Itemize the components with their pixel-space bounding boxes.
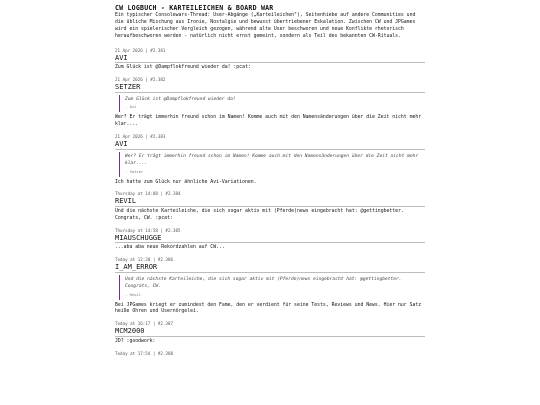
post-quote <box>119 152 425 177</box>
post-meta[interactable]: Today at 12:20 | #2.386 <box>115 257 173 263</box>
post-author[interactable]: I_AM_ERROR <box>115 263 425 273</box>
post-meta[interactable]: 21 Apr 2026 | #2.382 <box>115 77 166 83</box>
post-meta[interactable]: Today at 16:17 | #2.387 <box>115 321 173 327</box>
post-body: Wer? Er trägt immerhin freund schon im Namen! Komme auch mit den Namensänderungen über die Zeit nicht mehr klar.... <box>115 115 422 128</box>
post-author[interactable]: AVI <box>115 54 425 64</box>
post-body: ...aba aba neue Rekordzahlen auf CW... <box>115 245 225 251</box>
thread-title: CW LOGBUCH - KARTEILEICHEN & BOARD WAR <box>115 4 274 12</box>
post <box>115 351 425 357</box>
post-body: Zum Glück ist @Dampflokfreund wieder da! :pcat: <box>115 65 251 71</box>
quote-text: Und die nächste Karteileiche, die sich sogar aktiv mit (Pferde)news eingebracht hat: @gettingbetter. Congrats, CW. <box>125 276 402 289</box>
post-meta[interactable]: 21 Apr 2026 | #2.381 <box>115 47 166 53</box>
thread-container <box>115 4 425 357</box>
post-author[interactable]: MCM2000 <box>115 327 425 337</box>
post <box>115 321 425 345</box>
post-body: Ich hatte zum Glück nur ähnliche Avi-Variationen. <box>115 179 257 185</box>
post-quote <box>119 95 425 113</box>
post <box>115 77 425 129</box>
post-meta[interactable]: Today at 17:54 | #2.388 <box>115 350 173 356</box>
post-author[interactable]: MIAUSCHUGGE <box>115 234 425 244</box>
post-quote <box>119 275 425 300</box>
quote-attribution[interactable]: - Avi <box>125 104 137 110</box>
thread-intro: Ein typischer Consolewars-Thread: User-Abgänge („Karteileichen"), Seitenhiebe auf andere Communities und die übliche Mischung aus Ironie, Nostalgie und bewusst übertriebener Eskalation. Zwischen CW und JPGames wird ein spielerischer Vergleich gezogen, während alte User beschworen und neue Konflikte rhetorisch heraufbeschworen werden - natürlich nicht ernst gemeint, sondern als Teil des bekannten CW-Rituals. <box>115 13 416 39</box>
post-meta[interactable]: Thursday at 14:08 | #2.384 <box>115 191 181 197</box>
quote-attribution[interactable]: - Setzer <box>125 168 144 174</box>
post-body: Und die nächste Karteileiche, die sich sogar aktiv mit (Pferde)news eingebracht hat: @gettingbetter. Congrats, CW. :pcat: <box>115 208 404 221</box>
quote-attribution[interactable]: - Revil <box>125 291 142 297</box>
quote-text: Wer? Er trägt immerhin freund schon im Namen! Komme auch mit den Namensänderungen über die Zeit nicht mehr klar.... <box>125 153 419 166</box>
post <box>115 134 425 186</box>
post-author[interactable]: REVIL <box>115 197 425 207</box>
post-body: JD? :goodwork: <box>115 338 156 344</box>
post <box>115 257 425 316</box>
post-author[interactable]: SETZER <box>115 83 425 93</box>
post-body: Bei JPGames kriegt er zumindest den Fame, den er verdient für seine Tests, Reviews und News. Hier nur Satz heiße Ohren und Usernörgelei. <box>115 302 422 315</box>
post-author[interactable]: AVI <box>115 140 425 150</box>
post <box>115 228 425 252</box>
quote-text: Zum Glück ist @Dampflokfreund wieder da! <box>125 96 236 102</box>
post-meta[interactable]: Thursday at 14:58 | #2.385 <box>115 227 181 233</box>
post <box>115 191 425 222</box>
post <box>115 48 425 72</box>
post-meta[interactable]: 21 Apr 2026 | #2.383 <box>115 134 166 140</box>
